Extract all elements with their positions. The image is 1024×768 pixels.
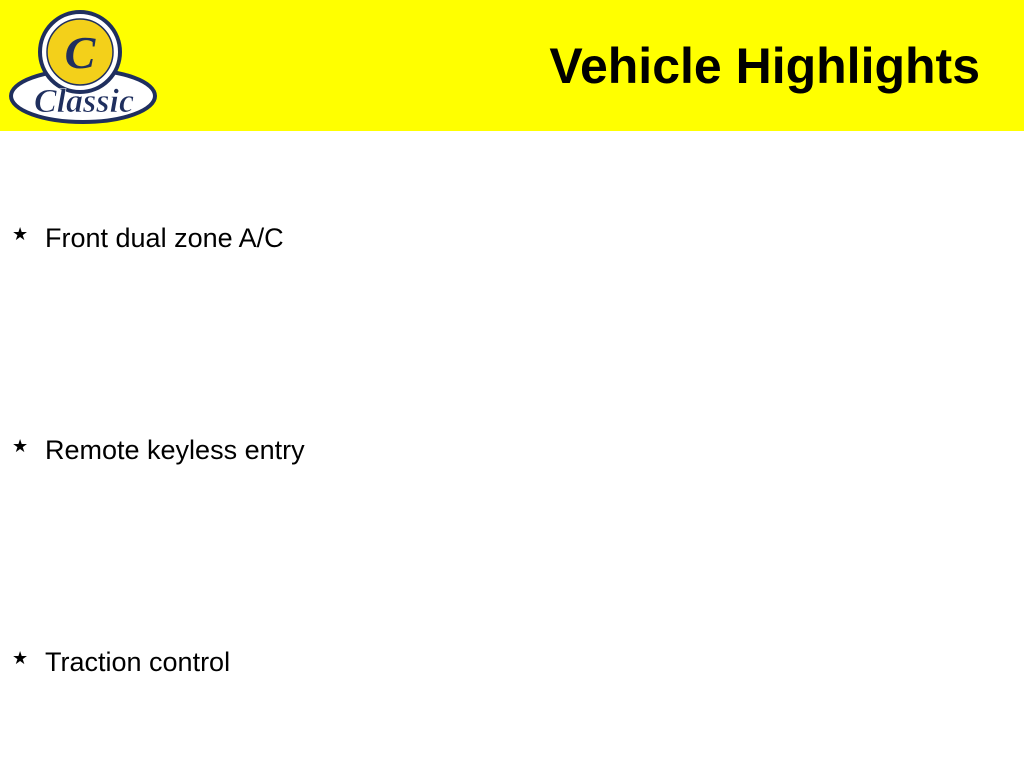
- slide-title: Vehicle Highlights: [549, 38, 980, 94]
- star-icon: ★: [12, 436, 29, 457]
- list-item: [12, 221, 284, 255]
- star-icon: ★: [12, 648, 29, 669]
- logo-monogram: C: [64, 27, 96, 78]
- list-item-label: Remote keyless entry: [45, 435, 305, 465]
- list-item: [12, 645, 230, 679]
- list-item-label: Traction control: [45, 647, 231, 677]
- list-item: [12, 433, 305, 467]
- logo-wordmark: Classic: [33, 83, 135, 120]
- list-item-label: Front dual zone A/C: [45, 223, 284, 253]
- star-icon: ★: [12, 224, 29, 245]
